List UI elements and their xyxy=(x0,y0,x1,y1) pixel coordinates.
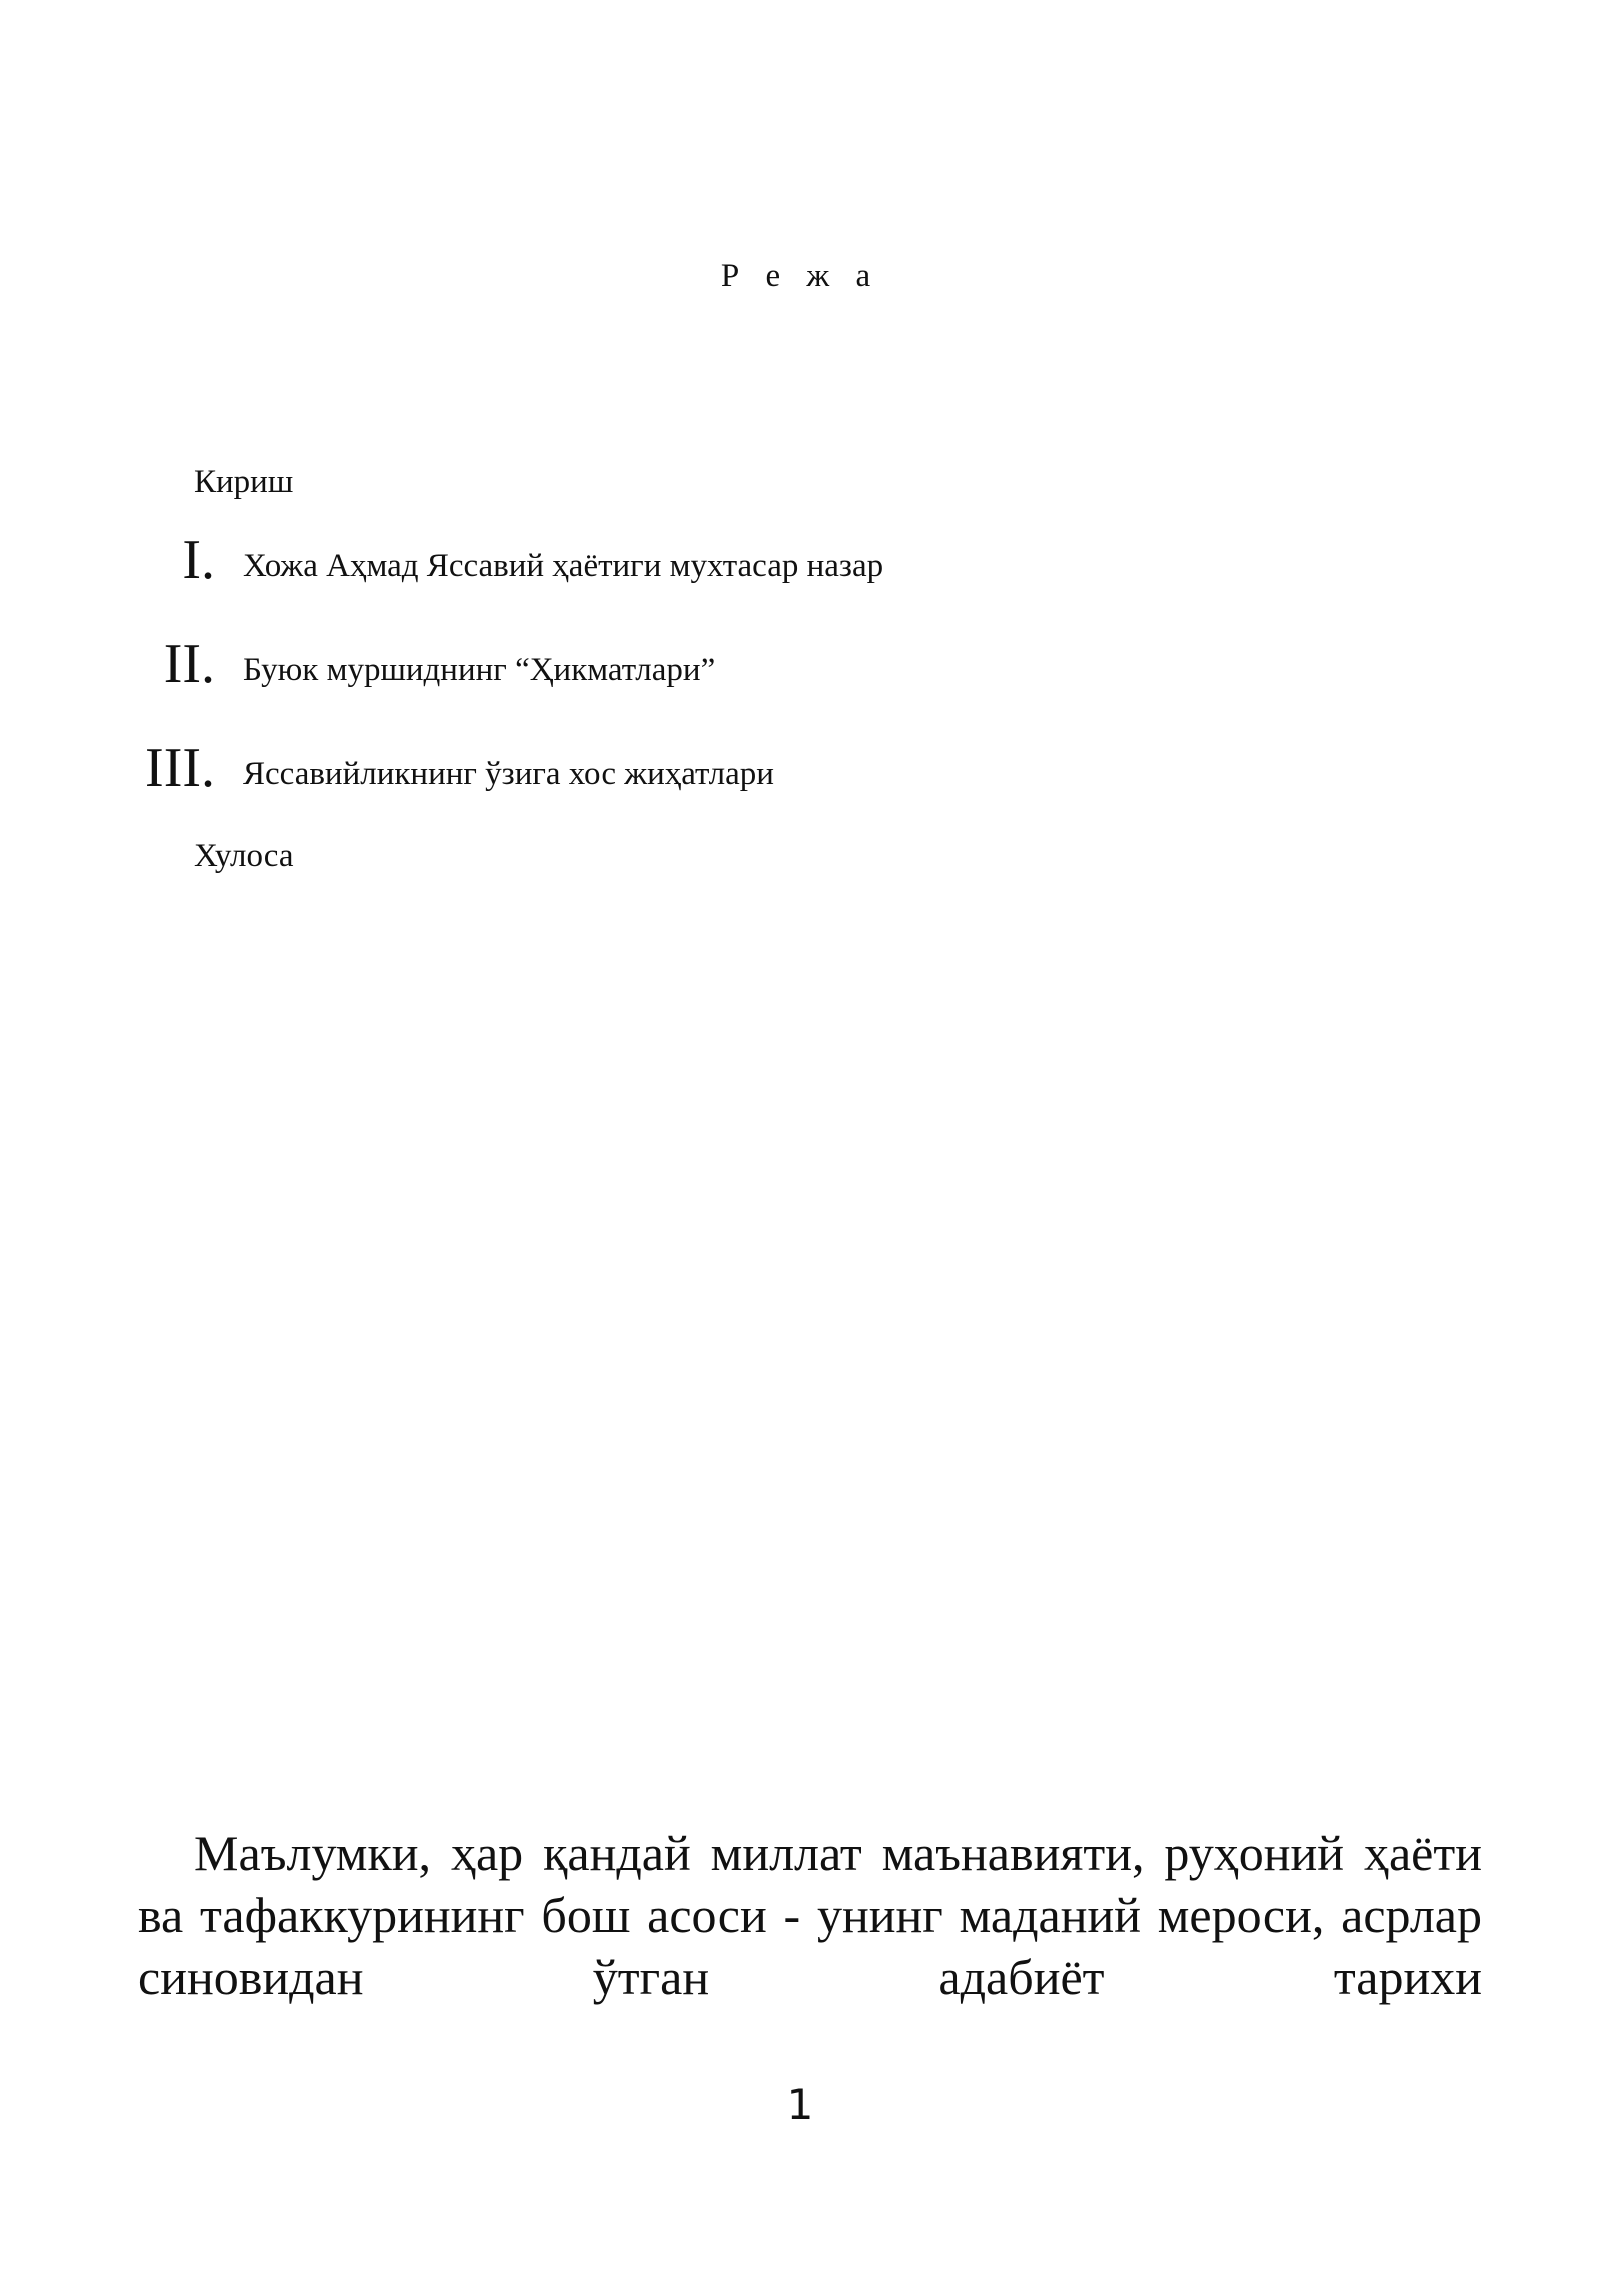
plan-item-title: Буюк муршиднинг “Ҳикматлари” xyxy=(243,652,716,688)
plan-item-numeral: I. xyxy=(182,529,215,591)
plan-item-title: Яссавийликнинг ўзига хос жиҳатлари xyxy=(243,756,774,792)
conclusion-item: Хулоса xyxy=(194,838,294,874)
body-paragraph: Маълумки, ҳар қандай миллат маънавияти, руҳоний ҳаёти ва тафаккурининг бош асоси - унинг маданий мероси, асрлар синовидан ўтган адабиёт тарихи xyxy=(138,1825,1482,2005)
intro-item: Кириш xyxy=(194,464,294,500)
page-number: 1 xyxy=(786,2080,814,2129)
plan-title: Р е ж а xyxy=(720,258,880,294)
plan-item-3 xyxy=(0,737,1600,810)
plan-item-2 xyxy=(0,633,1600,706)
plan-item-1 xyxy=(0,529,1600,602)
plan-item-title: Хожа Аҳмад Яссавий ҳаётиги мухтасар назар xyxy=(243,548,884,584)
plan-item-numeral: II. xyxy=(163,633,215,695)
plan-item-numeral: III. xyxy=(145,737,215,799)
